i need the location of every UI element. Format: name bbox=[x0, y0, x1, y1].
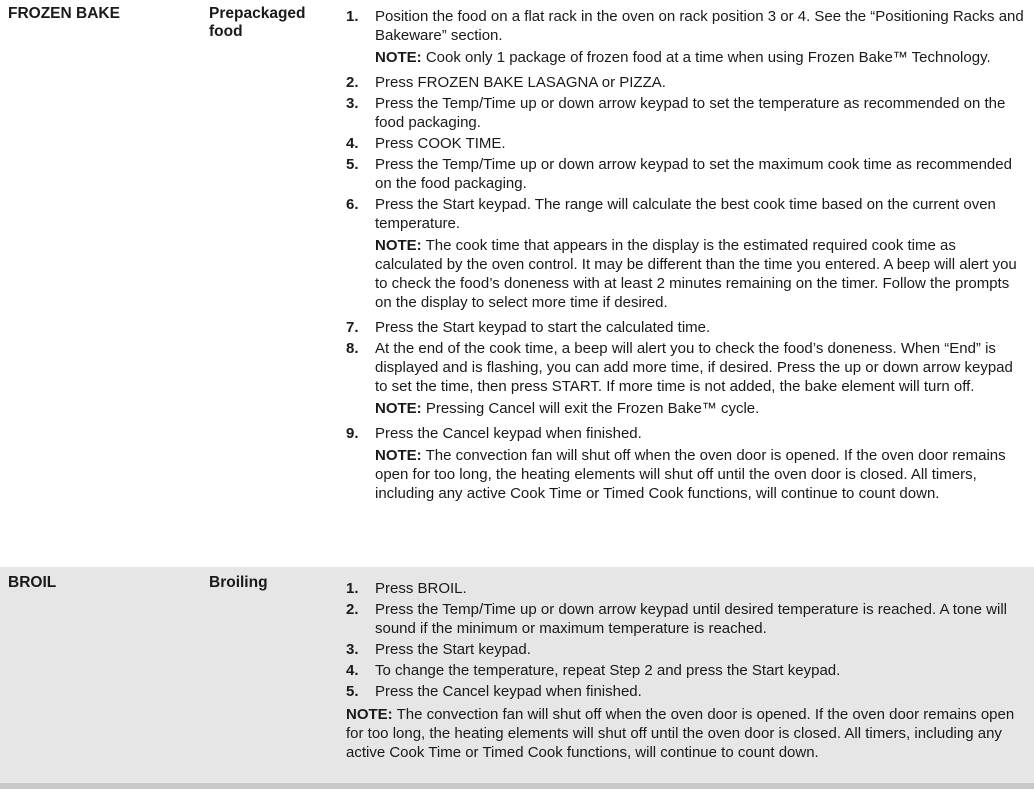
step-text: Press COOK TIME. bbox=[375, 135, 506, 152]
step-item bbox=[346, 640, 1026, 659]
step-number: 8. bbox=[346, 340, 359, 357]
step-note bbox=[375, 446, 1026, 503]
step-number: 9. bbox=[346, 425, 359, 442]
step-note bbox=[375, 48, 1026, 67]
step-number: 2. bbox=[346, 74, 359, 91]
food-type: Prepackaged food bbox=[209, 5, 306, 40]
instructions bbox=[337, 0, 1034, 567]
food-type: Broiling bbox=[209, 574, 268, 591]
note-label: NOTE: bbox=[375, 400, 422, 417]
step-item bbox=[346, 7, 1026, 45]
note-text: Pressing Cancel will exit the Frozen Bake™ cycle. bbox=[421, 400, 760, 417]
step-item bbox=[346, 134, 1026, 153]
row-broil bbox=[0, 567, 1034, 789]
mode-name: BROIL bbox=[8, 574, 57, 591]
note-label: NOTE: bbox=[375, 237, 422, 254]
step-number: 5. bbox=[346, 683, 359, 700]
step-text: Press the Cancel keypad when finished. bbox=[375, 425, 642, 442]
step-item bbox=[346, 155, 1026, 193]
note-text: The convection fan will shut off when the oven door is opened. If the oven door remains open for too long, the heating elements will shut off until the oven door is closed. All timers, including any active Cook Time or Timed Cook functions, will continue to count down. bbox=[346, 706, 1015, 761]
note-label: NOTE: bbox=[346, 706, 393, 723]
step-note bbox=[375, 399, 1026, 418]
step-text: To change the temperature, repeat Step 2 and press the Start keypad. bbox=[375, 662, 841, 679]
step-number: 2. bbox=[346, 601, 359, 618]
step-item bbox=[346, 94, 1026, 132]
step-number: 3. bbox=[346, 641, 359, 658]
note-label: NOTE: bbox=[375, 49, 422, 66]
step-item bbox=[346, 682, 1026, 701]
step-text: Press the Temp/Time up or down arrow keypad to set the maximum cook time as recommended on the food packaging. bbox=[375, 156, 1012, 192]
step-text: Press the Cancel keypad when finished. bbox=[375, 683, 642, 700]
step-item bbox=[346, 424, 1026, 443]
step-text: Press the Start keypad. bbox=[375, 641, 531, 658]
step-note bbox=[375, 236, 1026, 312]
note-text: The cook time that appears in the display is the estimated required cook time as calculated by the oven control. It may be different than the time you entered. A beep will alert you to check the food’s doneness with at least 2 minutes remaining on the timer. Follow the prompts on the display to select more time if desired. bbox=[375, 237, 1017, 311]
mode-name: FROZEN BAKE bbox=[8, 5, 120, 22]
step-item bbox=[346, 600, 1026, 638]
step-number: 6. bbox=[346, 196, 359, 213]
step-number: 1. bbox=[346, 580, 359, 597]
step-text: Press FROZEN BAKE LASAGNA or PIZZA. bbox=[375, 74, 666, 91]
step-text: Press the Start keypad to start the calculated time. bbox=[375, 319, 711, 336]
step-text: Press the Temp/Time up or down arrow keypad until desired temperature is reached. A tone will sound if the minimum or maximum temperature is reached. bbox=[375, 601, 1007, 637]
step-text: Press the Start keypad. The range will calculate the best cook time based on the current oven temperature. bbox=[375, 196, 996, 232]
step-text: Press the Temp/Time up or down arrow keypad to set the temperature as recommended on the food packaging. bbox=[375, 95, 1006, 131]
broil-note bbox=[346, 705, 1026, 762]
step-item bbox=[346, 579, 1026, 598]
step-text: Position the food on a flat rack in the oven on rack position 3 or 4. See the “Positioning Racks and Bakeware” section. bbox=[375, 8, 1024, 44]
step-number: 7. bbox=[346, 319, 359, 336]
step-item bbox=[346, 339, 1026, 396]
step-text: At the end of the cook time, a beep will alert you to check the food’s doneness. When “End” is displayed and is flashing, you can add more time, if desired. Press the up or down arrow keypad to set the time, then press START. If more time is not added, the bake element will turn off. bbox=[375, 340, 1013, 395]
step-item bbox=[346, 661, 1026, 680]
step-item bbox=[346, 318, 1026, 337]
step-item bbox=[346, 73, 1026, 92]
step-number: 5. bbox=[346, 156, 359, 173]
step-number: 3. bbox=[346, 95, 359, 112]
note-text: The convection fan will shut off when the oven door is opened. If the oven door remains open for too long, the heating elements will shut off until the oven door is closed. All timers, including any active Cook Time or Timed Cook functions, will continue to count down. bbox=[375, 447, 1006, 502]
step-number: 4. bbox=[346, 135, 359, 152]
step-item bbox=[346, 195, 1026, 233]
instructions bbox=[337, 567, 1034, 783]
note-label: NOTE: bbox=[375, 447, 422, 464]
step-number: 1. bbox=[346, 8, 359, 25]
note-text: Cook only 1 package of frozen food at a time when using Frozen Bake™ Technology. bbox=[421, 49, 991, 66]
step-text: Press BROIL. bbox=[375, 580, 467, 597]
step-number: 4. bbox=[346, 662, 359, 679]
